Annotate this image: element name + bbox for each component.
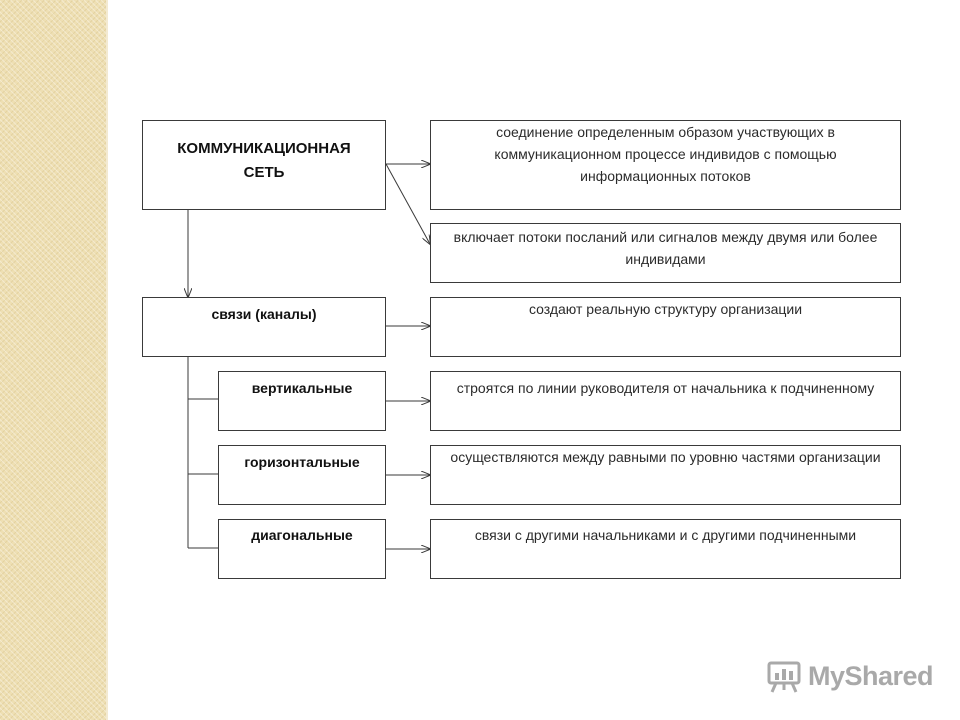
definition-box-connection xyxy=(430,120,901,210)
node-communication-network-line2: СЕТЬ xyxy=(243,164,285,181)
node-communication-network-line1: КОММУНИКАЦИОННАЯ xyxy=(177,140,351,157)
definition-text-connection: соединение определенным образом участвующих в коммуникационном процессе индивидов с помощью информационных потоков xyxy=(494,124,837,184)
definition-box-channels xyxy=(430,297,901,357)
definition-text-flows: включает потоки посланий или сигналов между двумя или более индивидами xyxy=(453,229,878,267)
definition-box-vertical xyxy=(430,371,901,431)
definition-text-horizontal: осуществляются между равными по уровню частями организации xyxy=(450,449,881,465)
node-vertical xyxy=(218,371,386,431)
node-diagonal-label: диагональные xyxy=(251,527,353,543)
node-channels-label: связи (каналы) xyxy=(211,306,317,322)
definition-text-vertical: строятся по линии руководителя от начальника к подчиненному xyxy=(456,380,875,396)
node-channels xyxy=(142,297,386,357)
node-diagonal xyxy=(218,519,386,579)
presentation-board-icon xyxy=(766,658,802,694)
arrow-main-to-flows xyxy=(386,164,430,244)
node-communication-network xyxy=(142,120,386,210)
myshared-watermark xyxy=(766,656,933,696)
node-vertical-label: вертикальные xyxy=(251,380,353,396)
definition-box-diagonal xyxy=(430,519,901,579)
watermark-brand-text: MyShared xyxy=(808,660,934,691)
definition-box-horizontal xyxy=(430,445,901,505)
definition-text-diagonal: связи с другими начальниками и с другими подчиненными xyxy=(474,527,857,543)
node-horizontal-label: горизонтальные xyxy=(244,454,360,470)
definition-text-channels: создают реальную структуру организации xyxy=(528,301,803,317)
node-horizontal xyxy=(218,445,386,505)
definition-box-flows xyxy=(430,223,901,283)
